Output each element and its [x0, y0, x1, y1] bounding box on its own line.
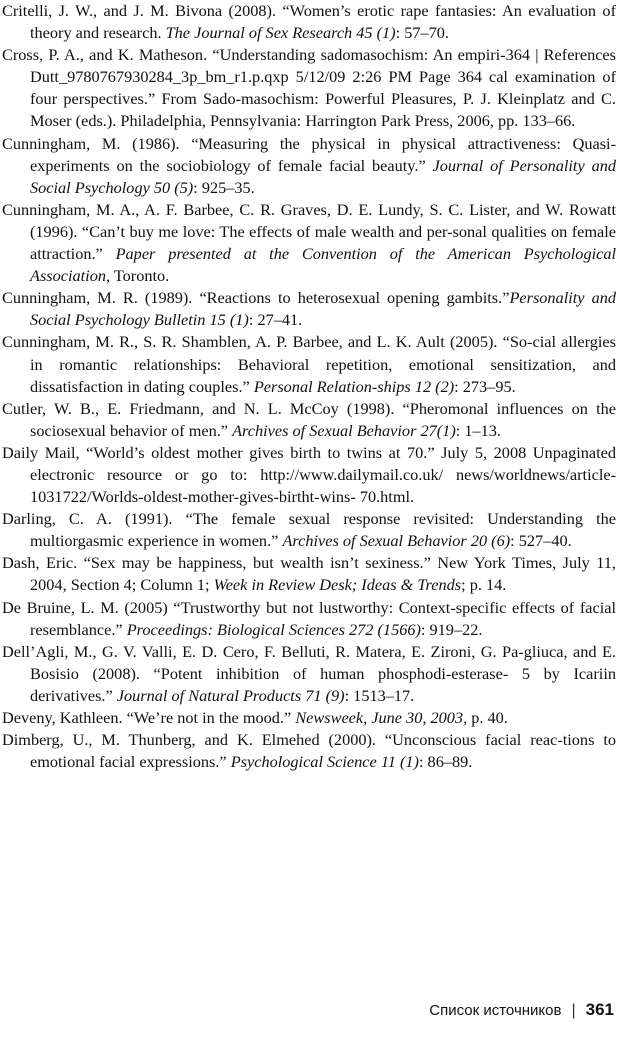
reference-entry	[2, 199, 616, 287]
reference-entry	[2, 508, 616, 552]
reference-text: De Bruine, L. M. (2005) “Trustworthy but not lustworthy: Context-specific effects of facial resemblance.”	[2, 597, 616, 639]
page-footer	[429, 1000, 614, 1020]
footer-separator: |	[571, 1002, 576, 1019]
reference-source-italic: Newsweek, June 30, 2003	[295, 708, 464, 727]
reference-entry	[2, 707, 616, 729]
page-number: 361	[585, 1000, 614, 1019]
reference-text: Cunningham, M. (1986). “Measuring the physical in physical attractiveness: Quasi-experiments on the sociobiology of female facial beauty.”	[2, 133, 616, 175]
references-page	[2, 0, 616, 773]
reference-text: : 919–22.	[420, 619, 483, 639]
reference-source-italic: Archives of Sexual Behavior 27(1)	[232, 420, 456, 440]
reference-text: Cunningham, M. R., S. R. Shamblen, A. P. Barbee, and L. K. Ault (2005). “So-cial allergies in romantic relationships: Behavioral repetition, emotional sensitization, and dissatisfaction in dating couples.”	[2, 332, 616, 396]
reference-source-italic: Archives of Sexual Behavior 20 (6)	[282, 531, 511, 551]
reference-entry	[2, 729, 616, 773]
reference-entry	[2, 442, 616, 508]
reference-text: Darling, C. A. (1991). “The female sexual response revisited: Understanding the multiorgasmic experience in women.”	[2, 509, 616, 551]
reference-source-italic: Journal of Natural Products 71 (9)	[116, 685, 345, 705]
reference-entry	[2, 398, 616, 442]
reference-source-italic: Week in Review Desk; Ideas & Trends	[213, 575, 462, 595]
reference-text: , p. 40.	[463, 708, 508, 727]
reference-source-italic: The Journal of Sex Research 45 (1)	[165, 23, 396, 43]
reference-text: Dash, Eric. “Sex may be happiness, but wealth isn’t sexiness.” New York Times, July 11, 2004, Section 4; Column 1;	[2, 553, 616, 595]
reference-text: : 1–13.	[455, 420, 501, 440]
reference-text: Critelli, J. W., and J. M. Bivona (2008). “Women’s erotic rape fantasies: An evaluation of theory and research.	[2, 1, 616, 43]
reference-text: : 57–70.	[395, 23, 449, 43]
reference-list	[2, 0, 616, 773]
footer-section-title: Список источников	[429, 1002, 562, 1019]
reference-text: , Toronto.	[105, 266, 170, 286]
reference-source-italic: Proceedings: Biological Sciences 272 (1566)	[126, 619, 421, 639]
reference-text: : 273–95.	[454, 376, 516, 396]
reference-entry	[2, 133, 616, 199]
reference-source-italic: Psychological Science 11 (1)	[230, 752, 419, 772]
reference-text: : 27–41.	[248, 310, 303, 330]
reference-entry	[2, 641, 616, 707]
reference-text: Dell’Agli, M., G. V. Valli, E. D. Cero, F. Belluti, R. Matera, E. Zironi, G. Pa-gliuca, and E. Bosisio (2008). “Potent inhibition of human phosphodi-esterase- 5 by Icariin derivatives.”	[2, 641, 616, 705]
reference-source-italic: Journal of Personality and Social Psychology 50 (5)	[30, 155, 616, 197]
reference-text: Deveny, Kathleen. “We’re not in the mood.”	[2, 708, 296, 727]
reference-text: : 527–40.	[510, 531, 572, 551]
reference-text: Cunningham, M. R. (1989). “Reactions to heterosexual opening gambits.”	[2, 288, 510, 308]
reference-text: Cross, P. A., and K. Matheson. “Understanding sadomasochism: An empiri-364 | References Dutt_9780767930284_3p_bm_r1.p.qxp 5/12/09 2:26 PM Page 364 cal examination of four perspectives.” From Sado-masochism: Powerful Pleasures, P. J. Kleinplatz and C. Moser (eds.). Philadelphia, Pennsylvania: Harrington Park Press, 2006, pp. 133–66.	[2, 45, 616, 131]
reference-entry	[2, 552, 616, 596]
reference-entry	[2, 0, 616, 44]
reference-text: ; p. 14.	[461, 575, 507, 595]
reference-source-italic: Personal Relation-ships 12 (2)	[253, 376, 455, 396]
reference-text: : 1513–17.	[344, 685, 415, 705]
reference-source-italic: Personality and Social Psychology Bulletin 15 (1)	[30, 288, 616, 330]
reference-entry	[2, 331, 616, 397]
reference-text: Daily Mail, “World’s oldest mother gives birth to twins at 70.” July 5, 2008 Unpaginated electronic resource or go to: http://www.dailymail.co.uk/ news/worldnews/article-1031722/Worlds-oldest-mother-gives-birtht-wins- 70.html.	[2, 442, 616, 507]
reference-entry	[2, 44, 616, 132]
reference-entry	[2, 597, 616, 641]
reference-text: Cutler, W. B., E. Friedmann, and N. L. McCoy (1998). “Pheromonal influences on the sociosexual behavior of men.”	[2, 398, 616, 440]
reference-text: : 86–89.	[418, 752, 473, 772]
reference-entry	[2, 287, 616, 331]
reference-text: Dimberg, U., M. Thunberg, and K. Elmehed (2000). “Unconscious facial reac-tions to emotional facial expressions.”	[2, 730, 616, 772]
reference-text: : 925–35.	[193, 177, 255, 197]
reference-text: Cunningham, M. A., A. F. Barbee, C. R. Graves, D. E. Lundy, S. C. Lister, and W. Rowatt (1996). “Can’t buy me love: The effects of male wealth and per-sonal qualities on female attraction.”	[2, 199, 616, 264]
reference-source-italic: Paper presented at the Convention of the American Psychological Association	[30, 244, 617, 286]
